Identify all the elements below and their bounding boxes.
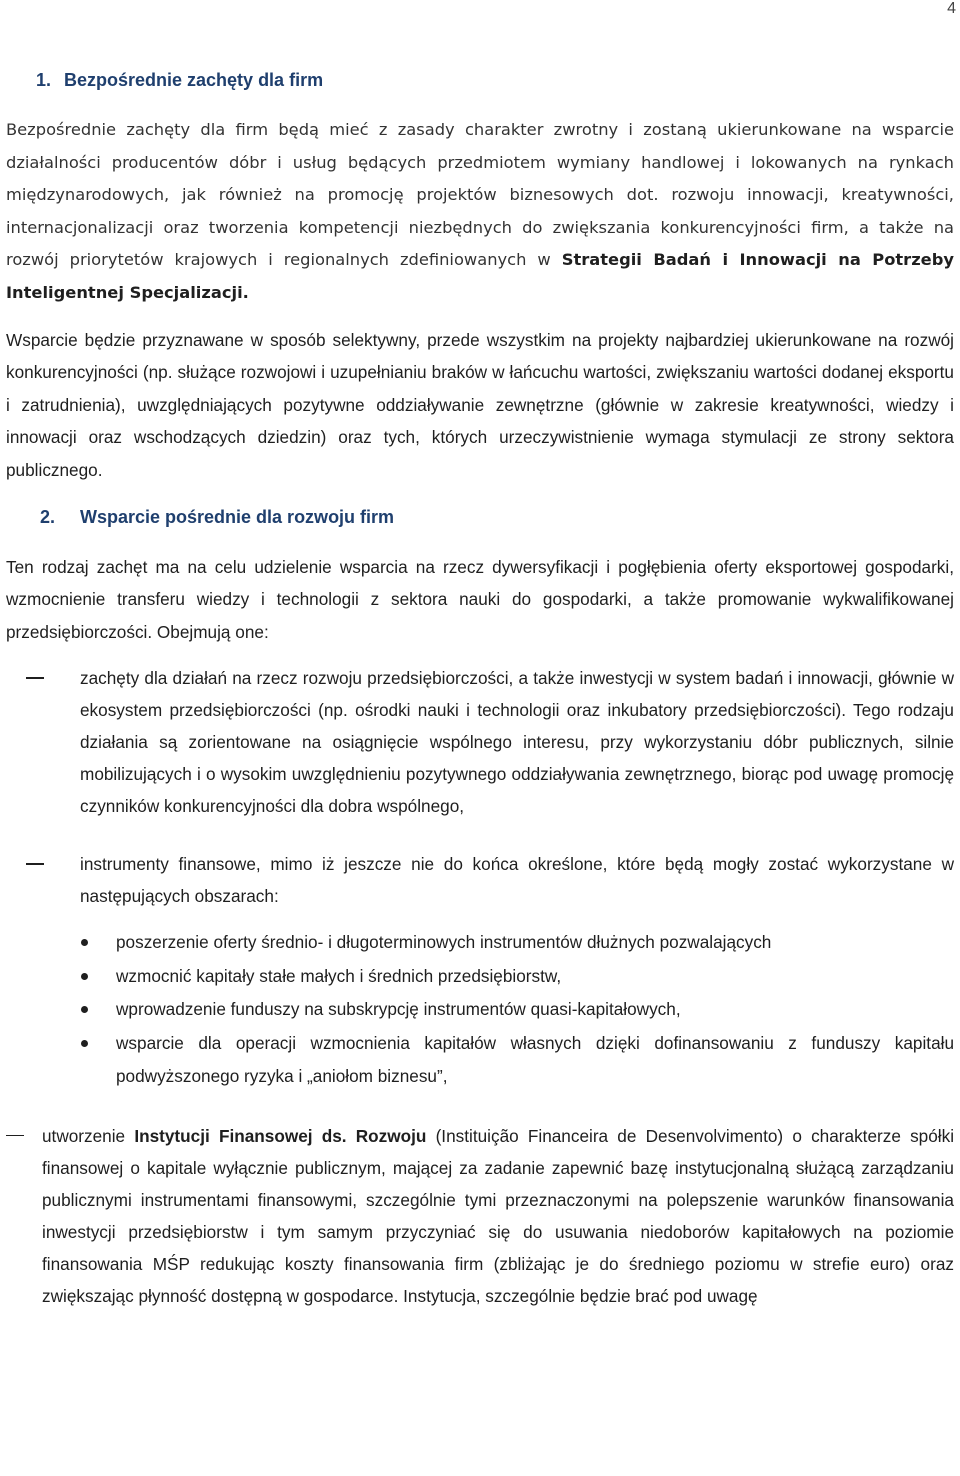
page-number: 4 — [947, 0, 956, 17]
bullet-text: wzmocnić kapitały stałe małych i średnich przedsiębiorstw, — [116, 965, 562, 986]
dash-marker — [26, 863, 44, 865]
list-item-text: instrumenty finansowe, mimo iż jeszcze nie do końca określone, które będą mogły zostać wykorzystane w następujących obszarach: — [80, 854, 954, 907]
bullet-icon — [81, 973, 88, 980]
bullet-item — [6, 993, 954, 1027]
strategy-reference: Strategii Badań i Innowacji na Potrzeby Inteligentnej Specjalizacji. — [6, 250, 954, 302]
section-2-intro: Ten rodzaj zachęt ma na celu udzielenie wsparcia na rzecz dywersyfikacji i pogłębienia oferty eksportowej gospodarki, wzmocnienie transferu wiedzy i technologii z sektora nauki do gospodarki, a także promowanie wykwalifikowanej przedsiębiorczości. Obejmują one: — [6, 556, 954, 642]
list-item-text: (Instituição Financeira de Desenvolvimento) o charakterze spółki finansowej o kapitale wyłącznie publicznym, mającej za zadanie zapewnić bazę instytucjonalną służącą zarządzaniu publicznymi instrumentami finansowymi, szczególnie tymi przeznaczonymi na polepszenie warunków finansowania inwestycji przedsiębiorstw i tym samym przyczyniać się do usuwania niedoborów kapitałowych na poziomie finansowania MŚP redukując koszty finansowania firm (zbliżając je do średniego poziomu w strefie euro) oraz zwiększając płynność dostępną w gospodarce. Instytucja, szczególnie będzie brać pod uwagę — [42, 1125, 955, 1306]
bullet-item — [6, 1027, 954, 1094]
bullet-text: poszerzenie oferty średnio- i długoterminowych instrumentów dłużnych pozwalających — [116, 932, 772, 953]
incentive-list — [6, 662, 954, 1312]
section-2-title: Wsparcie pośrednie dla rozwoju firm — [80, 506, 395, 527]
financial-areas-list — [6, 926, 954, 1094]
dash-marker — [6, 1135, 24, 1137]
section-2-number: 2. — [40, 506, 56, 527]
bullet-icon — [81, 939, 88, 946]
list-item — [6, 1120, 954, 1312]
document-body — [6, 64, 954, 1338]
section-1-title: Bezpośrednie zachęty dla firm — [64, 70, 324, 90]
dash-marker — [26, 677, 44, 679]
bullet-text: wprowadzenie funduszy na subskrypcję instrumentów quasi-kapitałowych, — [116, 999, 681, 1020]
section-2-heading — [6, 501, 954, 533]
bullet-icon — [81, 1006, 88, 1013]
list-item-text: zachęty dla działań na rzecz rozwoju przedsiębiorczości, a także inwestycji w system badań i innowacji, głównie w ekosystem przedsiębiorczości (np. ośrodki nauki i technologii oraz inkubatory przedsiębiorczości). Tego rodzaju działania są zorientowane na osiągnięcie wspólnego interesu, przy wykorzystaniu dóbr publicznych, silnie mobilizujących i o wysokim uwzględnieniu pozytywnego oddziaływania zewnętrznego, biorąc pod uwagę promocję czynników konkurencyjności dla dobra wspólnego, — [80, 668, 954, 817]
bullet-text: wsparcie dla operacji wzmocnienia kapitałów własnych dzięki dofinansowaniu z funduszy kapitału podwyższonego ryzyka i „aniołom biznesu”, — [116, 1032, 954, 1087]
section-1-paragraph-1-text: Bezpośrednie zachęty dla firm będą mieć z zasady charakter zwrotny i zostaną ukierunkowane na wsparcie działalności producentów dóbr i usług będących przedmiotem wymiany handlowej i lokowanych na rynkach międzynarodowych, jak również na promocję projektów biznesowych dot. rozwoju innowacji, kreatywności, internacjonalizacji oraz tworzenia kompetencji niezbędnych do zwiększania konkurencyjności firm, a także na rozwój priorytetów krajowych i regionalnych zdefiniowanych w — [6, 120, 954, 270]
section-1-number: 1. — [36, 70, 52, 90]
list-item — [6, 848, 954, 1094]
bullet-item — [6, 960, 954, 994]
list-item — [6, 662, 954, 822]
bullet-icon — [81, 1040, 88, 1047]
bullet-item — [6, 926, 954, 960]
section-1-paragraph-2: Wsparcie będzie przyznawane w sposób selektywny, przede wszystkim na projekty najbardziej ukierunkowane na rozwój konkurencyjności (np. służące rozwojowi i uzupełnianiu braków w łańcuchu wartości, zwiększaniu wartości dodanej eksportu i zatrudnienia), uwzględniających pozytywne oddziaływanie zewnętrzne (głównie w zakresie kreatywności, wiedzy i innowacji oraz wschodzących dziedzin) oraz tych, których urzeczywistnienie wymaga stymulacji ze strony sektora publicznego. — [6, 329, 954, 480]
section-1-heading — [6, 64, 954, 96]
list-item-prefix: utworzenie — [42, 1125, 126, 1146]
section-1-paragraph-1 — [6, 114, 954, 310]
institution-name: Instytucji Finansowej ds. Rozwoju — [134, 1125, 427, 1146]
